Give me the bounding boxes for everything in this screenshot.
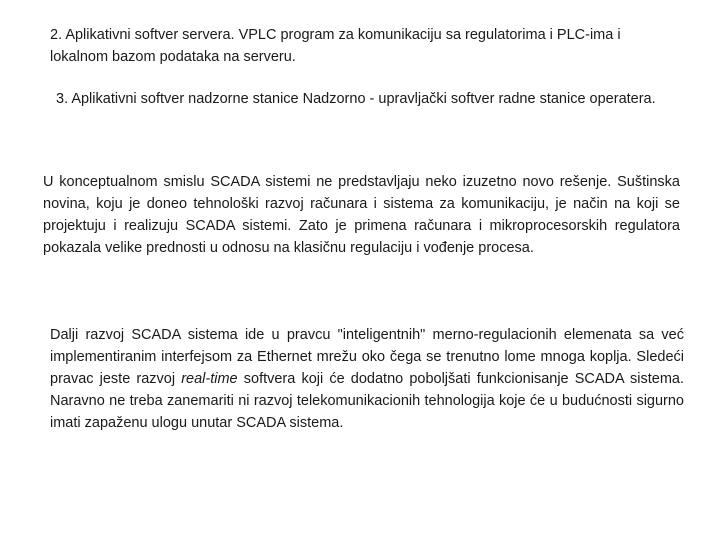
paragraph-scada-development [50,324,684,434]
emphasis-real-time: real-time [181,371,238,387]
paragraph-text-part: Dalji razvoj SCADA sistema ide u pravcu "inteligentnih" merno-regulacionih elemenata sa već implementiranim interfejsom za Ethernet mrežu oko čega se trenutno lome mnoga koplja. Sledeći pravac jeste razvoj [50,327,684,387]
paragraph-server-software: 2. Aplikativni softver servera. VPLC program za komunikaciju sa regulatorima i PLC-ima i lokalnom bazom podataka na serveru. [50,27,621,65]
paragraph-supervisory-software: 3. Aplikativni softver nadzorne stanice Nadzorno - upravljački softver radne stanice operatera. [56,91,656,107]
paragraph-scada-concept: U konceptualnom smislu SCADA sistemi ne predstavljaju neko izuzetno novo rešenje. Suštinska novina, koju je doneo tehnološki razvoj računara i sistema za komunikaciju, je način na koji se projektuju i realizuju SCADA sistemi. Zato je primena računara i mikroprocesorskih regulatora pokazala velike prednosti u odnosu na klasičnu regulaciju i vođenje procesa. [43,174,680,256]
paragraph-text-part: softvera koji će dodatno poboljšati funkcionisanje SCADA sistema. Naravno ne treba zanemariti ni razvoj telekomunikacionih tehnologija koje će u budućnosti sigurno imati zapaženu ulogu unutar SCADA sistema. [50,371,684,431]
